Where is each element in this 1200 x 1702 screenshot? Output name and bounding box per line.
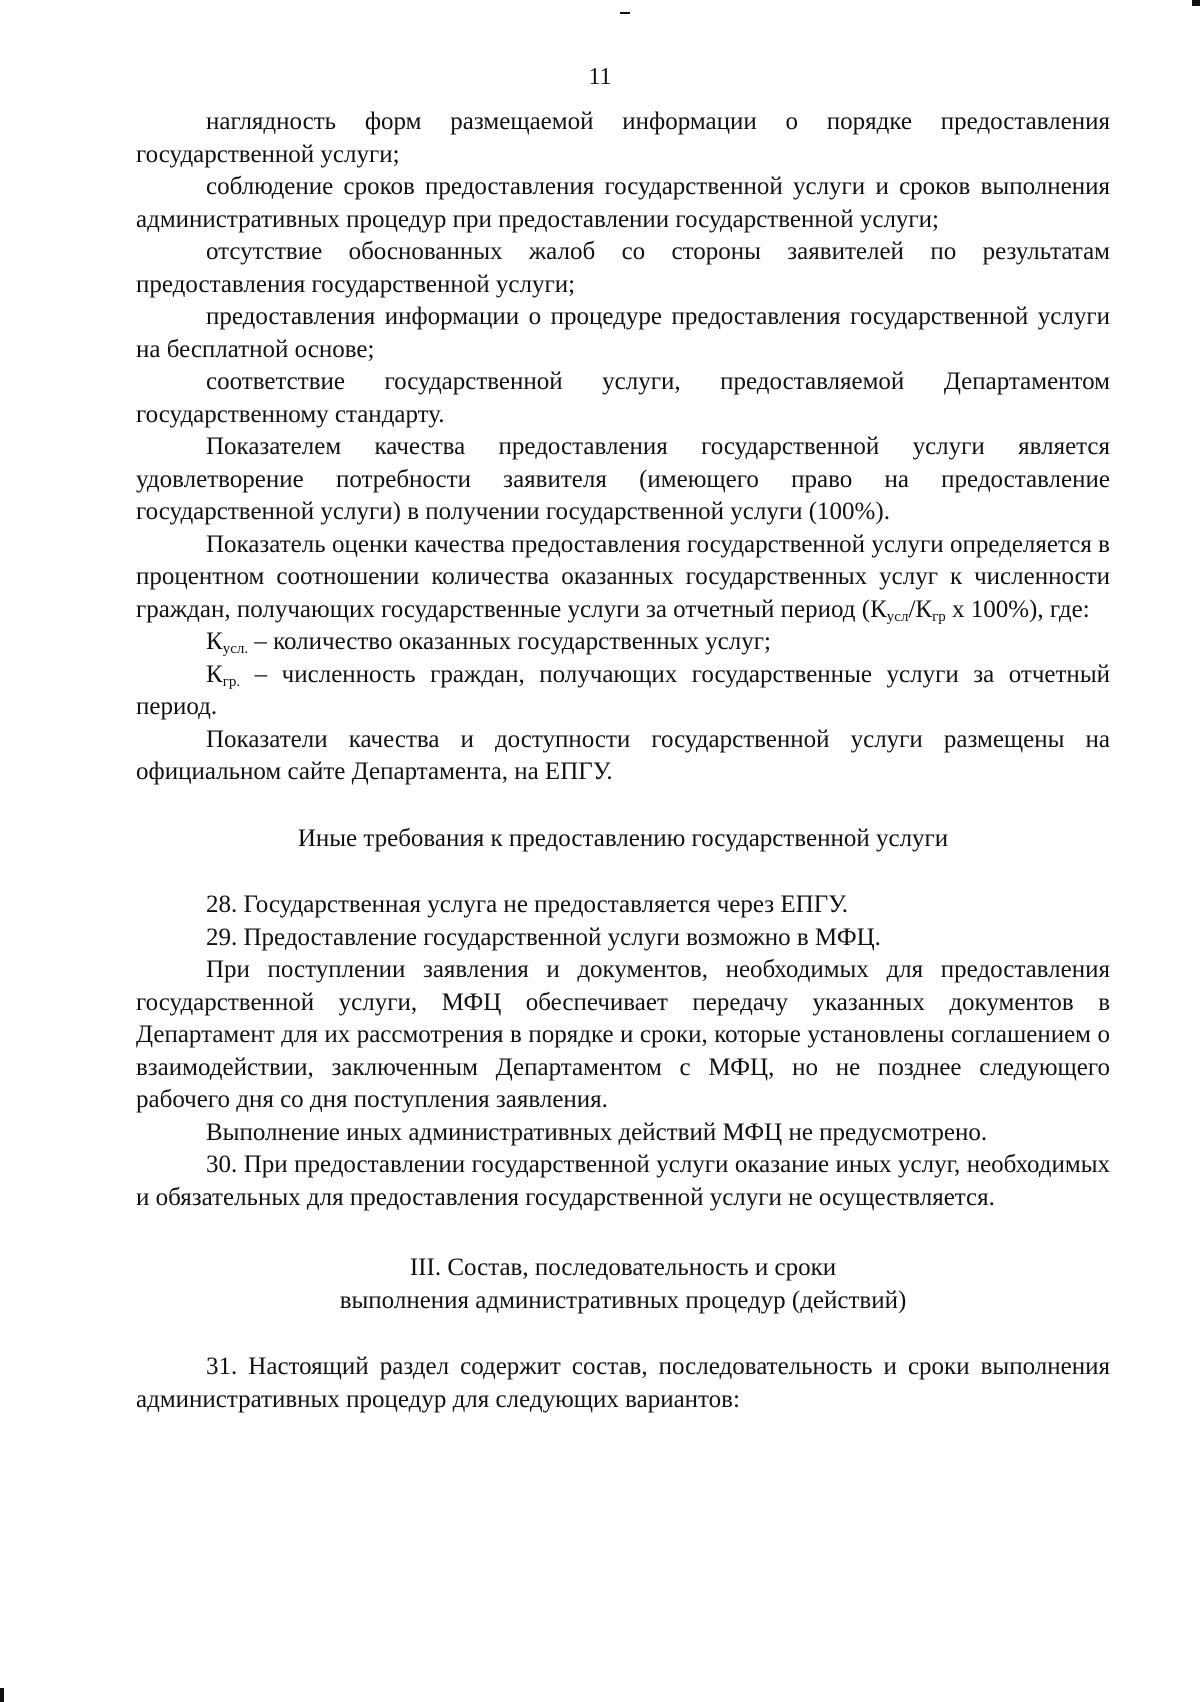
scan-mark-top (620, 12, 630, 14)
definition-sub: гр. (222, 673, 241, 690)
formula-text: Показатель оценки качества предоставления государственной услуги определяется в процентном соотношении количества оказанных государственных услуг к численности граждан, получающих государственные услуги за отчетный период (К (136, 530, 1110, 623)
formula-sub-2: гр (932, 608, 946, 625)
definition-text: – количество оказанных государственных услуг; (248, 628, 771, 655)
definition-symbol: К (206, 660, 223, 688)
document-body (136, 106, 1110, 1416)
formula-slash: / (908, 595, 916, 623)
page-number: 11 (588, 64, 612, 90)
scan-mark-bottom-left (0, 1688, 4, 1702)
heading-other-requirements: Иные требования к предоставлению государственной услуги (297, 824, 949, 852)
formula-sub-1: усл (886, 608, 909, 625)
item-30: 30. При предоставлении государственной услуги оказание иных услуг, необходимых и обязательных для предоставления государственной услуги не осуществляется. (136, 1151, 1110, 1211)
paragraph-no-complaints: отсутствие обоснованных жалоб со стороны заявителей по результатам предоставления государственной услуги; (136, 238, 1110, 298)
paragraph-quality-formula (136, 529, 1110, 627)
paragraph-published: Показатели качества и доступности государственной услуги размещены на официальном сайте Департамента, на ЕПГУ. (136, 725, 1110, 785)
paragraph-mfc-other-actions: Выполнение иных административных действий МФЦ не предусмотрено. (206, 1118, 988, 1146)
scan-mark-corner (1192, 0, 1200, 6)
paragraph-standard: соответствие государственной услуги, предоставляемой Департаментом государственному стандарту. (136, 368, 1110, 428)
item-31: 31. Настоящий раздел содержит состав, последовательность и сроки выполнения административных процедур для следующих вариантов: (136, 1353, 1110, 1413)
definition-symbol: К (206, 628, 223, 655)
item-29: 29. Предоставление государственной услуги возможно в МФЦ. (206, 923, 881, 951)
definition-k-usl (136, 626, 1110, 659)
paragraph-quality-indicator: Показателем качества предоставления государственной услуги является удовлетворение потребности заявителя (имеющего право на предоставление государственной услуги) в получении государственной услуги (100%). (136, 433, 1110, 525)
item-28: 28. Государственная услуга не предоставляется через ЕПГУ. (206, 891, 849, 918)
heading-section-3-line-1: III. Состав, последовательность и сроки (409, 1254, 837, 1281)
paragraph-visibility: наглядность форм размещаемой информации о порядке предоставления государственной услуги; (136, 108, 1110, 168)
formula-tail: х 100%), где: (945, 595, 1090, 623)
paragraph-free-information: предоставления информации о процедуре предоставления государственной услуги на бесплатной основе; (136, 303, 1110, 363)
heading-section-3-line-2: выполнения административных процедур (действий) (339, 1286, 907, 1314)
paragraph-deadlines: соблюдение сроков предоставления государственной услуги и сроков выполнения административных процедур при предоставлении государственной услуги; (136, 173, 1110, 233)
paragraph-mfc-transfer: При поступлении заявления и документов, необходимых для предоставления государственной услуги, МФЦ обеспечивает передачу указанных документов в Департамент для их рассмотрения в порядке и сроки, которые установлены соглашением о взаимодействии, заключенным Департаментом с МФЦ, но не позднее следующего рабочего дня со дня поступления заявления. (136, 956, 1110, 1113)
definition-text: – численность граждан, получающих государственные услуги за отчетный период. (136, 660, 1110, 720)
definition-k-gr (136, 659, 1110, 724)
definition-sub: усл. (222, 641, 249, 657)
formula-k2: К (915, 595, 933, 623)
